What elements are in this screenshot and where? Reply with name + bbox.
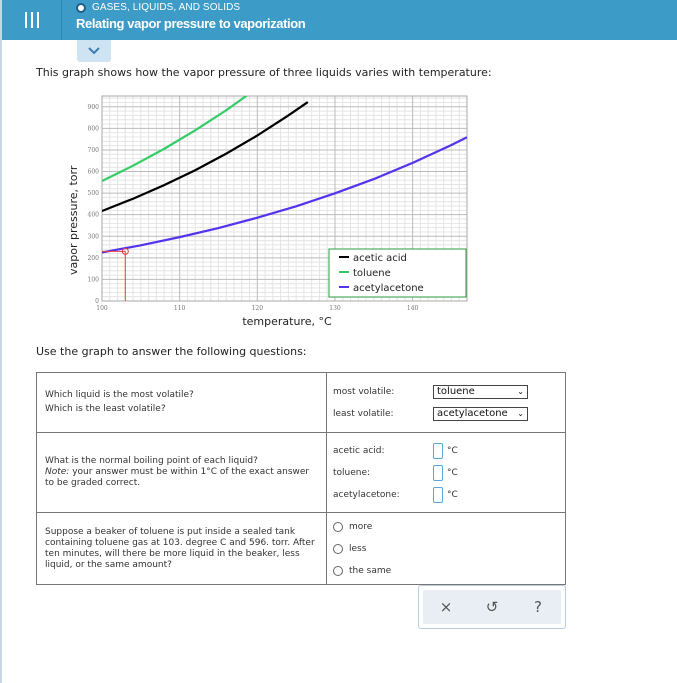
- chevron-down-icon: ⌄: [517, 409, 524, 418]
- radio-same[interactable]: [333, 560, 565, 582]
- least-volatile-label: least volatile:: [333, 408, 394, 419]
- legend-label-acetylacetone: acetylacetone: [353, 283, 424, 294]
- questions-table: [36, 372, 566, 585]
- q3-text: Suppose a beaker of toluene is put inside a sealed tank containing toluene gas at 103. degree C and 596. torr. After ten minutes, will there be more liquid in the beaker, less liquid, or the same amount?: [37, 513, 327, 585]
- y-tick-label: 200: [87, 254, 99, 262]
- chevron-down-icon: ⌄: [517, 387, 524, 396]
- question-row-equilibrium: [37, 513, 566, 585]
- q2-question: What is the normal boiling point of each liquid?: [45, 456, 258, 466]
- y-axis-label: vapor pressure, torr: [67, 165, 80, 275]
- bp-label-acetic-acid: acetic acid:: [333, 445, 385, 456]
- bp-label-acetylacetone: acetylacetone:: [333, 489, 400, 500]
- help-icon[interactable]: ?: [534, 598, 542, 616]
- vapor-pressure-chart: [2, 80, 677, 340]
- legend-label-acetic-acid: acetic acid: [353, 253, 407, 264]
- q1-answers: [327, 373, 566, 433]
- bp-unit-toluene: °C: [447, 467, 458, 478]
- bp-label-toluene: toluene:: [333, 467, 371, 478]
- y-tick-label: 900: [87, 103, 99, 111]
- radio-same-label: the same: [349, 565, 392, 576]
- y-tick-label: 100: [87, 276, 99, 284]
- radio-circle-icon: [333, 566, 343, 576]
- hamburger-menu-button[interactable]: [2, 0, 62, 40]
- hamburger-menu-icon: [25, 12, 39, 28]
- y-tick-label: 700: [87, 146, 99, 154]
- x-tick-label: 110: [173, 305, 186, 312]
- x-tick-label: 130: [329, 305, 341, 312]
- most-volatile-select[interactable]: [433, 385, 528, 399]
- topic-dot-icon: [76, 3, 86, 13]
- lesson-title: Relating vapor pressure to vaporization: [76, 16, 306, 31]
- bp-input-acetylacetone[interactable]: [433, 487, 443, 503]
- close-icon[interactable]: ×: [439, 598, 453, 616]
- questions-intro: Use the graph to answer the following questions:: [36, 345, 307, 358]
- y-tick-labels: [88, 104, 100, 305]
- bp-row-toluene: [333, 462, 565, 484]
- collapse-button[interactable]: [77, 40, 111, 62]
- x-tick-label: 100: [96, 305, 108, 312]
- q1-text: [37, 373, 327, 433]
- bp-unit-acetic-acid: °C: [447, 445, 458, 456]
- y-tick-label: 400: [87, 211, 99, 219]
- question-row-volatility: [37, 373, 566, 433]
- legend-label-toluene: toluene: [353, 268, 391, 279]
- q3-answers: [327, 513, 566, 585]
- series-line-toluene: [102, 80, 271, 181]
- most-volatile-row: [333, 381, 565, 403]
- x-tick-labels: [96, 305, 418, 312]
- x-tick-label: 120: [251, 305, 264, 312]
- q2-answers: [327, 433, 566, 513]
- radio-less-label: less: [349, 543, 367, 554]
- bp-input-acetic-acid[interactable]: [433, 443, 443, 459]
- q2-note-text: your answer must be within 1°C of the exact answer to be graded correct.: [45, 467, 310, 488]
- intro-text: This graph shows how the vapor pressure of three liquids varies with temperature:: [36, 66, 492, 79]
- radio-less[interactable]: [333, 538, 565, 560]
- y-tick-label: 600: [87, 168, 99, 176]
- radio-circle-icon: [333, 544, 343, 554]
- bp-unit-acetylacetone: °C: [447, 489, 458, 500]
- topic-label: GASES, LIQUIDS, AND SOLIDS: [92, 2, 241, 13]
- y-tick-label: 0: [95, 298, 99, 305]
- header-bar: [2, 0, 677, 40]
- least-volatile-row: [333, 403, 565, 425]
- bp-row-acetic-acid: [333, 440, 565, 462]
- undo-icon[interactable]: ↺: [485, 598, 499, 616]
- q1-line1: Which liquid is the most volatile?: [45, 390, 194, 400]
- least-volatile-select[interactable]: [433, 407, 528, 421]
- answer-tools: [418, 585, 566, 629]
- least-volatile-value: acetylacetone: [437, 408, 508, 419]
- most-volatile-label: most volatile:: [333, 386, 395, 397]
- most-volatile-value: toluene: [437, 386, 475, 397]
- question-row-boiling-point: [37, 433, 566, 513]
- answer-tools-bar: [423, 590, 561, 624]
- x-tick-label: 140: [406, 305, 419, 312]
- chevron-down-icon: [88, 47, 100, 55]
- radio-circle-icon: [333, 522, 343, 532]
- y-tick-label: 300: [87, 233, 99, 241]
- radio-more-label: more: [349, 521, 373, 532]
- x-axis-label: temperature, °C: [242, 315, 332, 328]
- y-tick-label: 500: [87, 190, 99, 198]
- y-tick-label: 800: [87, 125, 99, 133]
- q1-line2: Which is the least volatile?: [45, 404, 166, 414]
- chart-legend: [329, 249, 466, 297]
- q2-note: [45, 467, 318, 489]
- bp-input-toluene[interactable]: [433, 465, 443, 481]
- radio-more[interactable]: [333, 516, 565, 538]
- bp-row-acetylacetone: [333, 484, 565, 506]
- topic-row: [76, 2, 240, 13]
- q2-note-label: Note:: [45, 467, 70, 477]
- q2-text: [37, 433, 327, 513]
